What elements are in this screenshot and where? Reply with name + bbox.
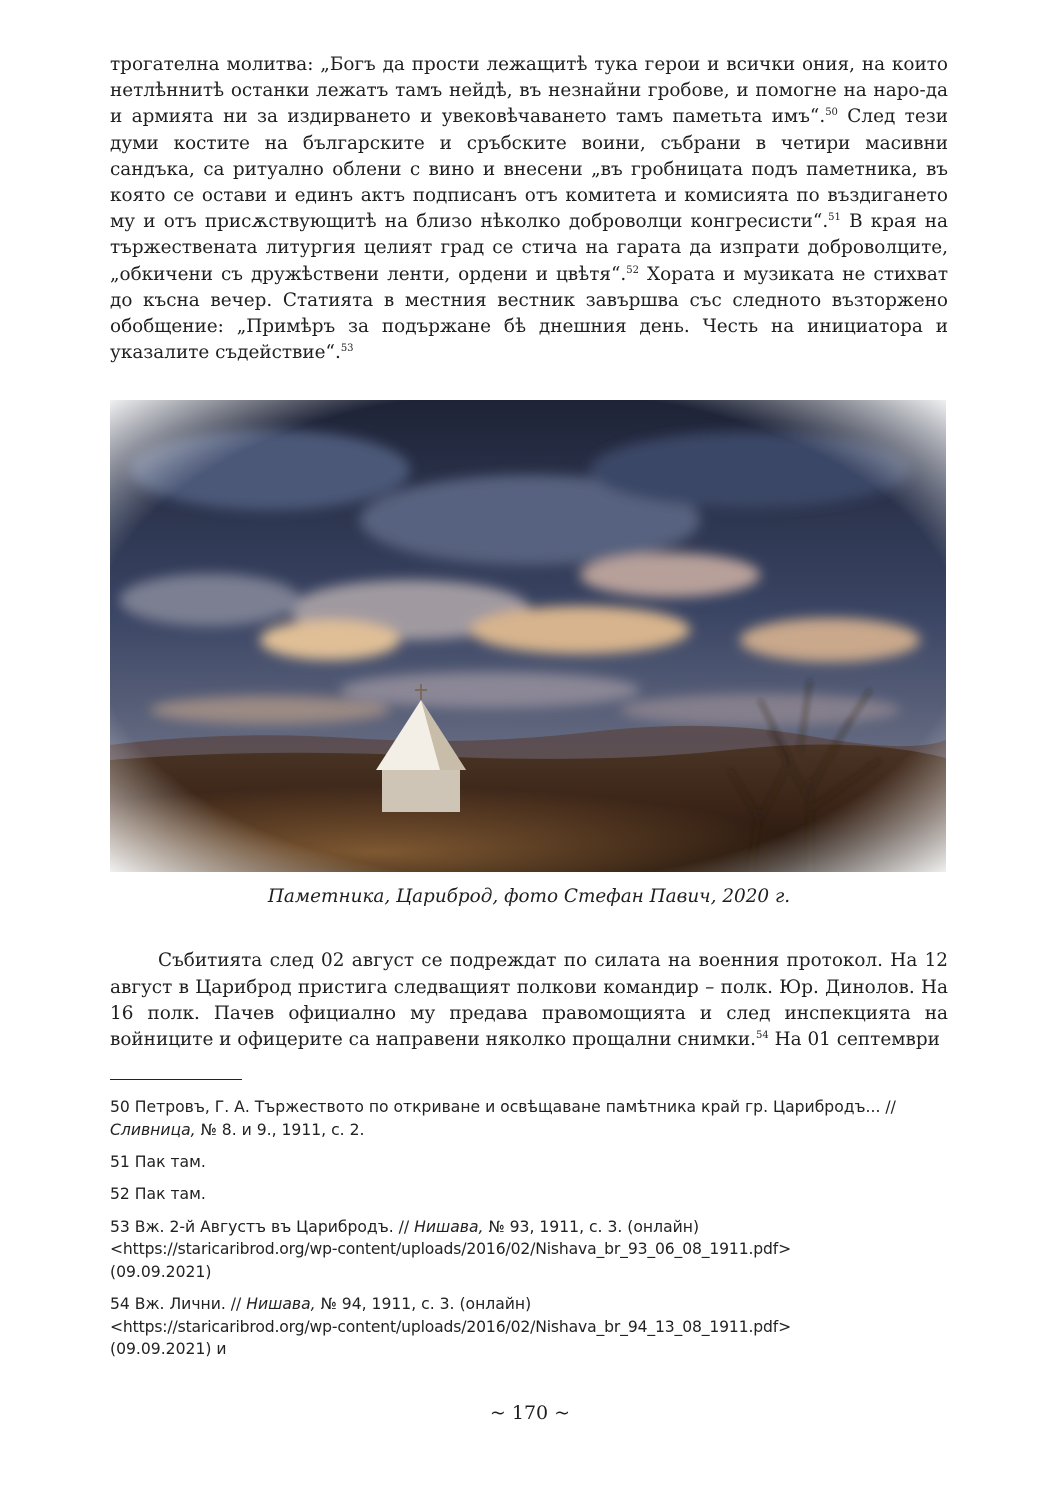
page-number: ~ 170 ~ [489, 1402, 571, 1424]
paragraph-2-text-b: На 01 септември [768, 1029, 940, 1051]
footnote-52 [110, 1183, 948, 1205]
footnote-ref-50[interactable]: 50 [825, 107, 838, 119]
paragraph-1-text-c: В края на тържествената литургия целият град се стича на гарата да изпрати доброволците, „обкичени съ дружѣствени ленти, ордени и цвѣтя“. [110, 211, 948, 285]
footnote-source: Нишава, [246, 1295, 316, 1314]
paragraph-2 [110, 948, 948, 1053]
monument-photo [110, 400, 946, 872]
paragraph-1-text-a: трогателна молитва: „Богъ да прости лежащитѣ тука герои и всички ония, на които нетлѣннитѣ останки лежатъ тамъ нейдѣ, въ незнайни гробове, и помогне на наро-да и армията ни за издирването и увековѣчаването тамъ паметьта имъ“. [110, 54, 948, 128]
photo-caption: Паметника, Цариброд, фото Стефан Павич, 2020 г. [267, 886, 791, 908]
footnote-link[interactable]: <https://staricaribrod.org/wp-content/uploads/2016/02/Nishava_br_94_13_08_1911.pdf> [110, 1317, 792, 1336]
paragraph-2-text-a: Събитията след 02 август се подреждат по силата на военния протокол. На 12 август в Цариброд пристига следващият полкови командир – полк. Юр. Динолов. На 16 полк. Пачев официално му предава правомощията и след инспекцията на войниците и офицерите са направени няколко прощални снимки. [110, 950, 948, 1051]
footnotes [110, 1096, 948, 1360]
footnote-text: 51 Пак там. [110, 1153, 206, 1172]
footnote-text: 50 Петровъ, Г. А. Тържеството по откриване и освѣщаване памѣтника край гр. Царибродъ... // [110, 1098, 896, 1117]
footnote-ref-54[interactable]: 54 [756, 1030, 769, 1042]
footnote-54 [110, 1293, 948, 1360]
footnote-text: № 93, 1911, с. 3. (онлайн) [483, 1217, 700, 1236]
footnote-ref-51[interactable]: 51 [828, 212, 841, 224]
footnote-link[interactable]: <https://staricaribrod.org/wp-content/uploads/2016/02/Nishava_br_93_06_08_1911.pdf> [110, 1240, 792, 1259]
footnote-text: 54 Вж. Лични. // [110, 1295, 247, 1314]
footnote-53 [110, 1216, 948, 1283]
paragraph-1-text-b: След тези думи костите на българските и сръбските воини, събрани в четири масивни сандъка, са ритуално облени с вино и внесени „въ гробницата подъ паметника, въ която се остави и единъ актъ подписанъ отъ комитета и комисията по въздигането му и отъ присѫствующитѣ на близо нѣколко доброволци конгресисти“. [110, 106, 949, 233]
footnote-source: Сливница, [110, 1120, 196, 1139]
paragraph-1 [110, 52, 948, 366]
footnote-separator [110, 1079, 242, 1080]
footnote-source: Нишава, [414, 1217, 484, 1236]
footnote-50 [110, 1096, 948, 1141]
page-content [110, 52, 948, 1370]
footnote-ref-52[interactable]: 52 [626, 264, 640, 276]
footnote-text: 53 Вж. 2-й Августъ въ Царибродъ. // [110, 1217, 415, 1236]
footnote-text: 52 Пак там. [110, 1185, 206, 1204]
footnote-text: № 8. и 9., 1911, с. 2. [195, 1120, 365, 1139]
footnote-ref-53[interactable]: 53 [340, 343, 354, 355]
footnote-date: (09.09.2021) и [110, 1339, 227, 1358]
monument-photo-illustration [110, 400, 946, 872]
footnote-date: (09.09.2021) [110, 1262, 212, 1281]
footnote-51 [110, 1151, 948, 1173]
footnote-text: № 94, 1911, с. 3. (онлайн) [315, 1295, 532, 1314]
paragraph-1-text-d: Хората и музиката не стихват до късна вечер. Статията в местния вестник завършва със следното възторжено обобщение: „Примѣръ за подържане бѣ днешния день. Честь на инициатора и указалите съдействие“. [110, 263, 948, 364]
